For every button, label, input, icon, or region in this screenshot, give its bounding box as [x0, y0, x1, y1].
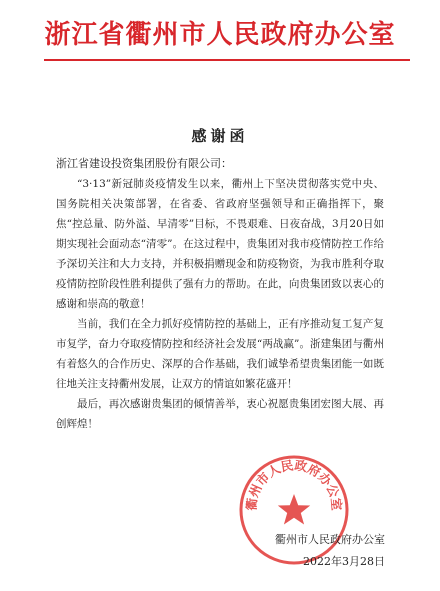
seal-star	[278, 494, 310, 525]
letter-body	[56, 174, 384, 434]
body-paragraph-2: 当前，我们在全力抓好疫情防控的基础上，正有序推动复工复产复市复学，奋力夺取疫情防控和经济社会发展“两战赢”。浙建集团与衢州有着悠久的合作历史、深厚的合作基础，我们诚挚希望贵集团能一如既往地关注支持衢州发展，让双方的情谊如繁花盛开！	[56, 318, 384, 390]
letterhead-rule	[44, 59, 410, 61]
seal-text: 衢州市人民政府办公室	[243, 457, 345, 512]
official-seal	[238, 454, 350, 566]
body-paragraph-1: “3·13”新冠肺炎疫情发生以来，衢州上下坚决贯彻落实党中央、国务院相关决策部署，在省委、省政府坚强领导和正确指挥下，聚焦“控总量、防外溢、早清零”目标，不畏艰难、日夜奋战，3月20日如期实现社会面动态“清零”。在这过程中，贵集团对我市疫情防控工作给予深切关注和大力支持，并积极捐赠现金和防疫物资，为我市胜利夺取疫情防控阶段性胜利提供了强有力的帮助。在此，向贵集团致以衷心的感谢和崇高的敬意！	[56, 178, 384, 310]
document-title: 感谢函	[191, 127, 249, 145]
signature-date: 2022年3月28日	[303, 555, 385, 568]
body-paragraph-3: 最后，再次感谢贵集团的倾情善举，衷心祝愿贵集团宏图大展、再创辉煌！	[56, 398, 384, 430]
addressee: 浙江省建设投资集团股份有限公司：	[56, 157, 232, 170]
signature-organization: 衢州市人民政府办公室	[275, 533, 385, 546]
letterhead-title: 浙江省衢州市人民政府办公室	[44, 20, 396, 50]
